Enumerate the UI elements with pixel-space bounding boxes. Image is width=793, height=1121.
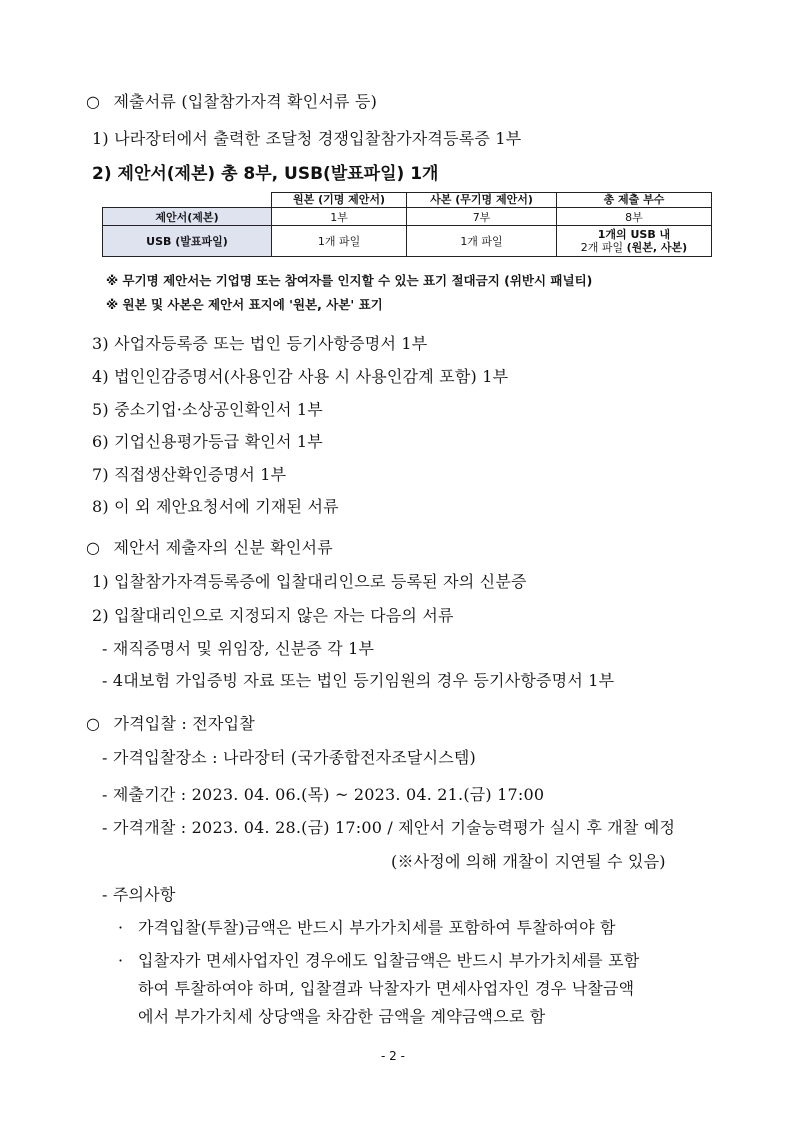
section-title: 가격입찰 : 전자입찰 bbox=[113, 714, 255, 733]
table-row bbox=[103, 226, 712, 257]
table-cell: 1개 파일 bbox=[407, 226, 557, 257]
caution-line: 입찰자가 면세사업자인 경우에도 입찰금액은 반드시 부가가치세를 포함 bbox=[138, 951, 640, 970]
doc-item: 5) 중소기업·소상공인확인서 1부 bbox=[92, 400, 323, 419]
identity-item: 2) 입찰대리인으로 지정되지 않은 자는 다음의 서류 bbox=[92, 606, 454, 625]
bid-line: - 제출기간 : 2023. 04. 06.(목) ~ 2023. 04. 21.(금) 17:00 bbox=[102, 785, 545, 804]
section-title: 제출서류 (입찰참가자격 확인서류 등) bbox=[113, 92, 378, 111]
table-header: 원본 (기명 제안서) bbox=[272, 193, 407, 208]
table-cell: 1부 bbox=[272, 208, 407, 226]
row-label: USB (발표파일) bbox=[103, 226, 272, 257]
doc-item: 7) 직접생산확인증명서 1부 bbox=[92, 465, 287, 484]
table-cell: 8부 bbox=[556, 208, 711, 226]
table-header: 사본 (무기명 제안서) bbox=[407, 193, 557, 208]
usb-total-line2-a: 2개 파일 bbox=[580, 241, 627, 254]
caution-line: 에서 부가가치세 상당액을 차감한 금액을 계약금액으로 함 bbox=[138, 1007, 546, 1026]
caution-bullet-icon: · bbox=[118, 918, 124, 937]
bid-line: - 가격입찰장소 : 나라장터 (국가종합전자조달시스템) bbox=[102, 748, 477, 767]
caution-title: - 주의사항 bbox=[102, 885, 176, 904]
table-header: 총 제출 부수 bbox=[556, 193, 711, 208]
doc-item-bold: 2) 제안서(제본) 총 8부, USB(발표파일) 1개 bbox=[92, 164, 439, 184]
usb-total-line2-b: (원본, 사본) bbox=[626, 241, 688, 254]
section-heading bbox=[86, 538, 333, 558]
usb-total-line1: 1개의 USB 내 bbox=[597, 228, 671, 241]
table-corner bbox=[103, 193, 272, 208]
table-cell-total bbox=[556, 226, 711, 257]
caution-line: 가격입찰(투찰)금액은 반드시 부가가치세를 포함하여 투찰하여야 함 bbox=[138, 918, 616, 937]
caution-line: 하여 투찰하여야 하며, 입찰결과 낙찰자가 면세사업자인 경우 낙찰금액 bbox=[138, 979, 635, 998]
doc-item: 3) 사업자등록증 또는 법인 등기사항증명서 1부 bbox=[92, 334, 428, 353]
doc-item: 4) 법인인감증명서(사용인감 사용 시 사용인감계 포함) 1부 bbox=[92, 367, 509, 386]
bid-note: (※사정에 의해 개찰이 지연될 수 있음) bbox=[391, 852, 666, 871]
page-number: - 2 - bbox=[381, 1049, 405, 1063]
circle-bullet-icon: ○ bbox=[86, 714, 101, 733]
doc-item: 6) 기업신용평가등급 확인서 1부 bbox=[92, 432, 323, 451]
circle-bullet-icon: ○ bbox=[86, 538, 101, 557]
table-cell: 7부 bbox=[407, 208, 557, 226]
identity-sub: - 4대보험 가입증빙 자료 또는 법인 등기임원의 경우 등기사항증명서 1부 bbox=[102, 671, 615, 690]
section-title: 제안서 제출자의 신분 확인서류 bbox=[113, 538, 333, 557]
doc-item: 8) 이 외 제안요청서에 기재된 서류 bbox=[92, 497, 339, 516]
submission-table bbox=[102, 192, 712, 257]
identity-item: 1) 입찰참가자격등록증에 입찰대리인으로 등록된 자의 신분증 bbox=[92, 572, 527, 591]
usb-total-line2 bbox=[559, 241, 709, 254]
section-heading bbox=[86, 92, 377, 112]
bid-line: - 가격개찰 : 2023. 04. 28.(금) 17:00 / 제안서 기술능력평가 실시 후 개찰 예정 bbox=[102, 818, 676, 837]
note-line: ※ 원본 및 사본은 제안서 표지에 '원본, 사본' 표기 bbox=[106, 297, 383, 312]
note-line: ※ 무기명 제안서는 기업명 또는 참여자를 인지할 수 있는 표기 절대금지 (위반시 패널티) bbox=[106, 273, 593, 288]
doc-item: 1) 나라장터에서 출력한 조달청 경쟁입찰참가자격등록증 1부 bbox=[92, 129, 522, 148]
row-label: 제안서(제본) bbox=[103, 208, 272, 226]
table-cell: 1개 파일 bbox=[272, 226, 407, 257]
table-row bbox=[103, 208, 712, 226]
identity-sub: - 재직증명서 및 위임장, 신분증 각 1부 bbox=[102, 639, 375, 658]
section-heading bbox=[86, 714, 255, 734]
caution-bullet-icon: · bbox=[118, 951, 124, 970]
circle-bullet-icon: ○ bbox=[86, 92, 101, 111]
